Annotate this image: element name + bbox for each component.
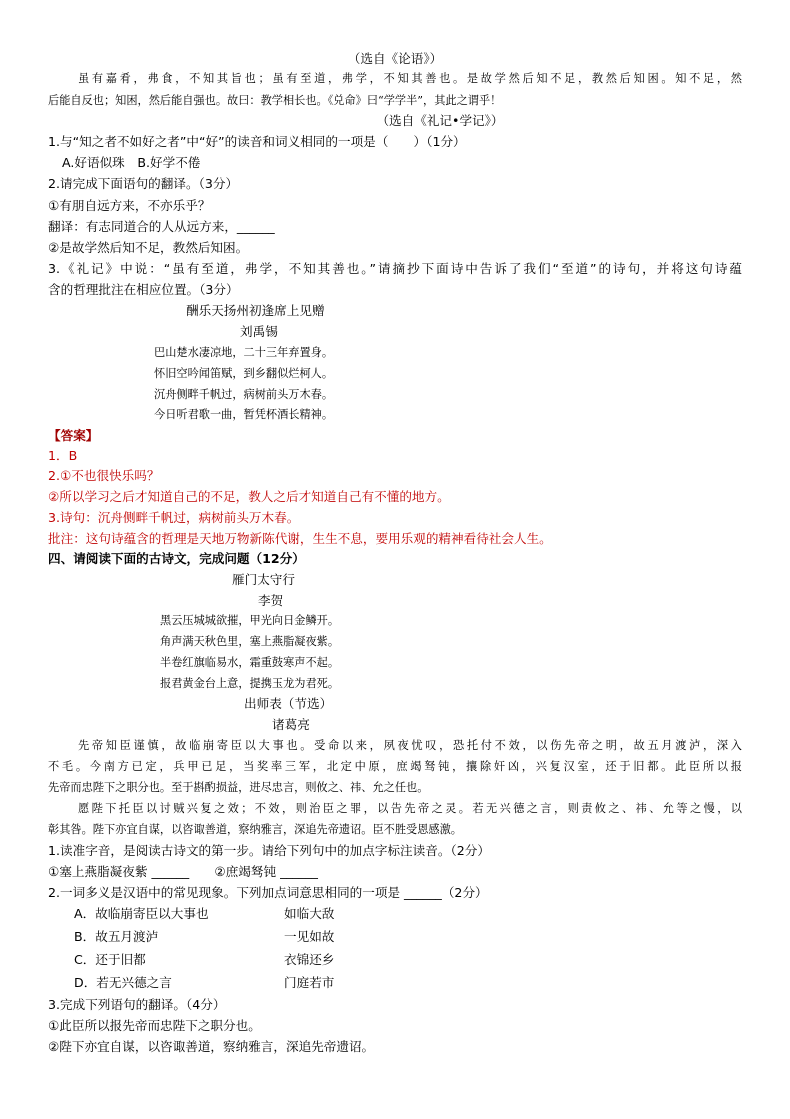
section-4-heading: 四、请阅读下面的古诗文，完成问题（12分） <box>48 551 305 566</box>
xueji-source: （选自《礼记•学记》） <box>376 113 504 128</box>
s4-q2-option-b-compare: 一见如故 <box>284 929 335 944</box>
poem2-line-2: 角声满天秋色里，塞上燕脂凝夜紫。 <box>160 635 340 648</box>
s4-q1-items: ①塞上燕脂凝夜紫 ______ ②庶竭驽钝 ______ <box>48 864 318 879</box>
s4-q2-option-a: A．故临崩寄臣以大事也 <box>74 906 209 921</box>
prose-p1-line-3: 先帝而忠陛下之职分也。至于斟酌损益，进尽忠言，则攸之、祎、允之任也。 <box>48 781 429 794</box>
poem2-title: 雁门太守行 <box>232 572 295 587</box>
prose-author: 诸葛亮 <box>272 717 310 732</box>
poem1-line-3: 沉舟侧畔千帆过，病树前头万木春。 <box>154 388 334 401</box>
s4-q3-item-2: ②陛下亦宜自谋，以咨诹善道，察纳雅言，深追先帝遗诏。 <box>48 1039 375 1054</box>
s4-q1-stem: 1.读准字音，是阅读古诗文的第一步。请给下列句中的加点字标注读音。（2分） <box>48 843 490 858</box>
answer-3-note: 批注：这句诗蕴含的哲理是天地万物新陈代谢，生生不息，要用乐观的精神看待社会人生。 <box>48 531 552 546</box>
answer-3-poem: 3.诗句：沉舟侧畔千帆过，病树前头万木春。 <box>48 510 300 525</box>
q3-line-2: 含的哲理批注在相应位置。（3分） <box>48 282 239 297</box>
poem2-line-1: 黑云压城城欲摧，甲光向日金鳞开。 <box>160 614 340 627</box>
xueji-line-1: 虽有嘉肴，弗食，不知其旨也；虽有至道，弗学，不知其善也。是故学然后知不足，教然后知困。知不足，然 <box>78 72 742 85</box>
poem2-author: 李贺 <box>258 593 284 608</box>
prose-p1-line-1: 先帝知臣谨慎，故临崩寄臣以大事也。受命以来，夙夜忧叹，恐托付不效，以伤先帝之明，故五月渡泸，深入 <box>78 739 742 752</box>
poem1-line-1: 巴山楚水凄凉地，二十三年弃置身。 <box>154 346 334 359</box>
s4-q2-option-d-compare: 门庭若市 <box>284 975 335 990</box>
q2-stem: 2.请完成下面语句的翻译。（3分） <box>48 176 239 191</box>
q1-stem: 1.与“知之者不如好之者”中“好”的读音和词义相同的一项是（ ）（1分） <box>48 134 466 149</box>
xueji-line-2: 后能自反也；知困，然后能自强也。故曰：教学相长也。《兑命》曰“学学半”，其此之谓乎！ <box>48 94 502 107</box>
poem1-author: 刘禹锡 <box>240 324 278 339</box>
s4-q2-option-d: D．若无兴德之言 <box>74 975 172 990</box>
s4-q3-item-1: ①此臣所以报先帝而忠陛下之职分也。 <box>48 1018 261 1033</box>
prose-p2-line-1: 愿陛下托臣以讨贼兴复之效；不效，则治臣之罪，以告先帝之灵。若无兴德之言，则责攸之、祎、允等之慢，以 <box>78 802 742 815</box>
s4-q2-option-b: B．故五月渡泸 <box>74 929 159 944</box>
answers-header: 【答案】 <box>48 428 99 443</box>
answer-2-2: ②所以学习之后才知道自己的不足，教人之后才知道自己有不懂的地方。 <box>48 489 450 504</box>
lunyu-source: （选自《论语》） <box>347 51 443 66</box>
prose-p1-line-2: 不毛。今南方已定，兵甲已足，当奖率三军，北定中原，庶竭驽钝，攘除奸凶，兴复汉室，还于旧都。此臣所以报 <box>48 760 742 773</box>
poem2-line-4: 报君黄金台上意，提携玉龙为君死。 <box>160 677 340 690</box>
poem1-title: 酬乐天扬州初逢席上见赠 <box>186 303 325 318</box>
q1-options: A.好语似珠 B.好学不倦 <box>62 155 201 170</box>
poem1-line-2: 怀旧空吟闻笛赋，到乡翻似烂柯人。 <box>154 367 334 380</box>
q3-line-1: 3.《礼记》中说：“虽有至道，弗学，不知其善也。”请摘抄下面诗中告诉了我们“至道”的诗句，并将这句诗蕴 <box>48 261 742 276</box>
answer-2-1: 2.①不也很快乐吗？ <box>48 468 160 483</box>
answer-1: 1．B <box>48 448 78 463</box>
q2-item-1: ①有朋自远方来，不亦乐乎？ <box>48 198 211 213</box>
s4-q2-option-c: C．还于旧都 <box>74 952 146 967</box>
poem2-line-3: 半卷红旗临易水，霜重鼓寒声不起。 <box>160 656 340 669</box>
s4-q2-stem: 2.一词多义是汉语中的常见现象。下列加点词意思相同的一项是 ______（2分） <box>48 885 488 900</box>
s4-q2-option-a-compare: 如临大敌 <box>284 906 335 921</box>
prose-title: 出师表（节选） <box>244 696 333 711</box>
s4-q2-option-c-compare: 衣锦还乡 <box>284 952 335 967</box>
prose-p2-line-2: 彰其咎。陛下亦宜自谋，以咨诹善道，察纳雅言，深追先帝遗诏。臣不胜受恩感激。 <box>48 823 462 836</box>
poem1-line-4: 今日听君歌一曲，暂凭杯酒长精神。 <box>154 408 334 421</box>
q2-item-2: ②是故学然后知不足，教然后知困。 <box>48 240 249 255</box>
s4-q3-stem: 3.完成下列语句的翻译。（4分） <box>48 997 226 1012</box>
q2-translation: 翻译：有志同道合的人从远方来，______ <box>48 219 275 234</box>
